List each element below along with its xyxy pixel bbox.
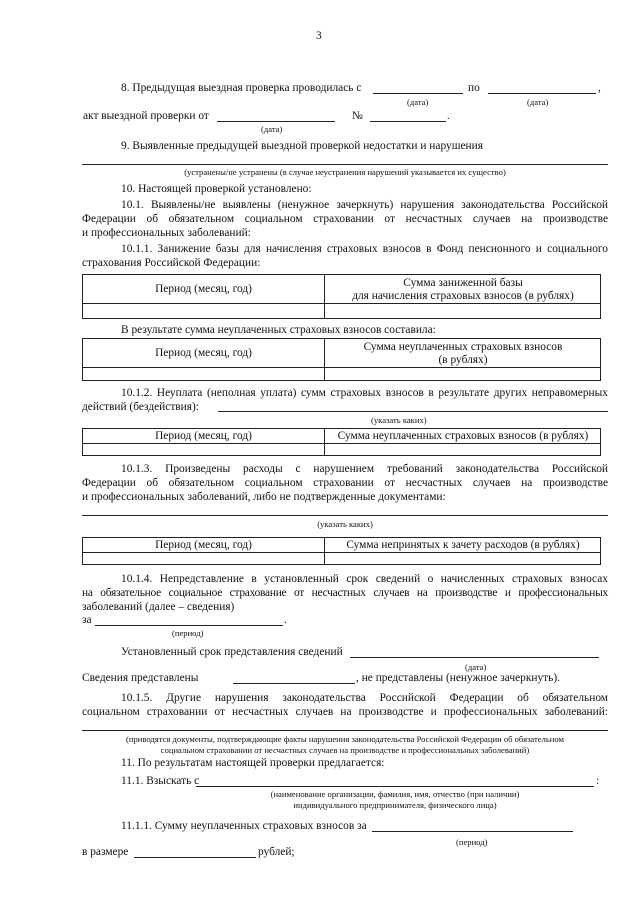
item9-hint: (устранены/не устранены (в случае неустранения нарушений указывается их существо)	[184, 167, 506, 177]
s1014-period-hint: (период)	[172, 628, 204, 638]
table-unpaid-contributions-1	[82, 338, 601, 381]
s1015-field[interactable]	[82, 730, 608, 731]
s1012-hint: (указать каких)	[371, 415, 427, 425]
table-unaccepted-expenses	[82, 537, 601, 565]
item9-answer-field[interactable]	[82, 164, 608, 165]
s111-colon: :	[596, 775, 600, 787]
item8-po: по	[468, 82, 480, 94]
col-unaccepted-expenses: Сумма непринятых к зачету расходов (в рублях)	[346, 539, 580, 551]
amount-field[interactable]	[134, 857, 256, 858]
date-hint-from: (дата)	[407, 97, 429, 107]
col-understated-base: Сумма заниженной базы для начисления страховых взносов (в рублях)	[352, 276, 574, 302]
act-number-sign: №	[352, 110, 363, 122]
s1111-label: 11.1.1. Сумму неуплаченных страховых взносов за	[121, 820, 367, 832]
s1011-result: В результате сумма неуплаченных страховых взносов составила:	[121, 324, 436, 336]
page-number: 3	[316, 30, 322, 42]
s1011-para: 10.1.1. Занижение базы для начисления страховых взносов в Фонд пенсионного и социального страхования Российской Федерации:	[82, 243, 608, 269]
s1014-not-submitted: , не представлены (ненужное зачеркнуть).	[356, 672, 560, 684]
s1014-submitted: Сведения представлены	[82, 672, 199, 684]
col-period: Период (месяц, год)	[155, 283, 252, 295]
s1014-period-field[interactable]	[95, 625, 283, 626]
act-number-field[interactable]	[370, 121, 446, 122]
s1015-hint: (приводятся документы, подтверждающие факты нарушения законодательства Российской Федерации об обязательном социальном страховании от несчастных случаев на производстве и профессиональных заболеваний)	[126, 734, 564, 755]
s1015-para: 10.1.5. Другие нарушения законодательства Российской Федерации об обязательном социальном страховании от несчастных случаев на производстве и профессиональных заболеваний:	[82, 692, 608, 718]
s111-label: 11.1. Взыскать с	[121, 775, 200, 787]
col-period: Период (месяц, год)	[155, 539, 252, 551]
col-unpaid-amount: Сумма неуплаченных страховых взносов (в рублях)	[337, 430, 589, 442]
s1014-deadline-field[interactable]	[350, 657, 599, 658]
s1111-period-field[interactable]	[372, 831, 573, 832]
amount-currency: рублей;	[258, 846, 295, 858]
s1013-field[interactable]	[82, 515, 608, 516]
s1014-para: 10.1.4. Непредставление в установленный срок сведений о начисленных страховых взносах на обязательное социальное страхование от несчастных случаев на производстве и профессиональных заболеваний (далее – сведения)	[82, 573, 608, 613]
s1014-date-hint: (дата)	[465, 662, 487, 672]
table-understated-base	[82, 274, 601, 319]
s1012-field[interactable]	[218, 411, 608, 412]
date-from-field[interactable]	[373, 93, 463, 94]
act-date-hint: (дата)	[261, 124, 283, 134]
s1014-deadline: Установленный срок представления сведений	[121, 646, 343, 658]
act-date-field[interactable]	[217, 121, 335, 122]
s111-debtor-field[interactable]	[196, 786, 594, 787]
item8-comma: ,	[598, 82, 601, 94]
s1014-submitted-field[interactable]	[233, 683, 355, 684]
s1014-dot: .	[284, 614, 287, 626]
table-unpaid-contributions-2	[82, 428, 601, 456]
col-unpaid-amount: Сумма неуплаченных страховых взносов (в рублях)	[363, 340, 563, 366]
item8-text: 8. Предыдущая выездная проверка проводилась с	[121, 82, 362, 94]
act-period-dot: .	[447, 110, 450, 122]
item10-1-para: 10.1. Выявлены/не выявлены (ненужное зачеркнуть) нарушения законодательства Российской Федерации об обязательном социальном страховании от несчастных случаев на производстве и профессиональных заболеваний:	[82, 199, 608, 239]
s1013-hint: (указать каких)	[317, 519, 373, 529]
s1014-za: за	[82, 614, 92, 626]
s111-hint: (наименование организации, фамилия, имя, отчество (при наличии) индивидуального предпринимателя, физического лица)	[270, 789, 520, 810]
item10-title: 10. Настоящей проверкой установлено:	[121, 183, 312, 195]
act-label: акт выездной проверки от	[83, 110, 209, 122]
s1012-para: 10.1.2. Неуплата (неполная уплата) сумм страховых взносов в результате других неправомерных действий (бездействия):	[82, 387, 608, 413]
item9-text: 9. Выявленные предыдущей выездной проверкой недостатки и нарушения	[121, 140, 483, 152]
item11-title: 11. По результатам настоящей проверки предлагается:	[121, 757, 385, 769]
col-period: Период (месяц, год)	[155, 430, 252, 442]
date-to-field[interactable]	[488, 93, 596, 94]
s1111-period-hint: (период)	[456, 837, 488, 847]
amount-label: в размере	[82, 846, 129, 858]
s1013-para: 10.1.3. Произведены расходы с нарушением требований законодательства Российской Федерации об обязательном социальном страховании от несчастных случаев на производстве и профессиональных заболеваний, либо не подтвержденные документами:	[82, 463, 608, 503]
date-hint-to: (дата)	[527, 97, 549, 107]
col-period: Период (месяц, год)	[155, 347, 252, 359]
